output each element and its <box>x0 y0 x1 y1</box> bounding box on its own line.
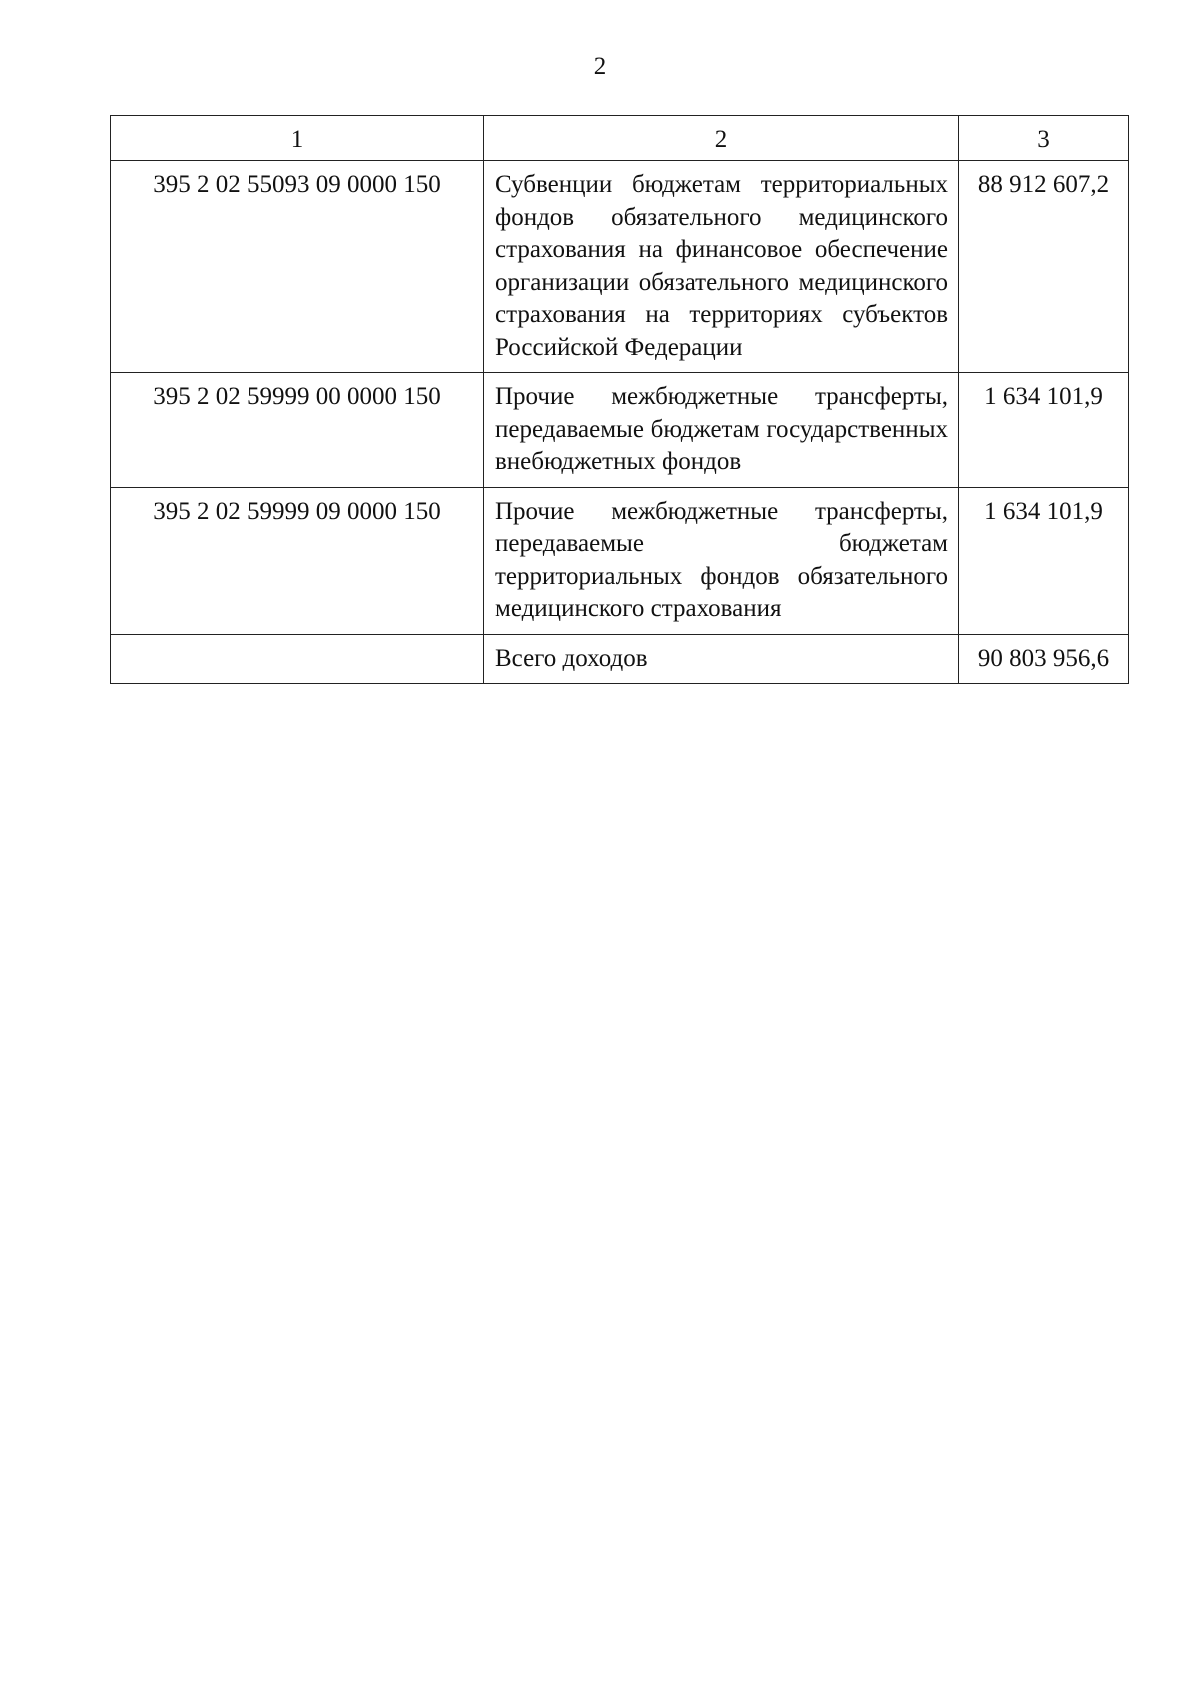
budget-code-cell: 395 2 02 59999 09 0000 150 <box>111 487 484 634</box>
budget-code-cell: 395 2 02 59999 00 0000 150 <box>111 373 484 488</box>
amount-cell: 1 634 101,9 <box>959 373 1129 488</box>
page-number: 2 <box>593 53 607 80</box>
description-cell: Субвенции бюджетам территориальных фондов обязательного медицинского страхования на финансовое обеспечение организации обязательного медицинского страхования на территориях субъектов Российской Федерации <box>484 161 959 373</box>
description-cell: Прочие межбюджетные трансферты, передаваемые бюджетам государственных внебюджетных фондов <box>484 373 959 488</box>
description-cell: Прочие межбюджетные трансферты, передаваемые бюджетам территориальных фондов обязательного медицинского страхования <box>484 487 959 634</box>
total-row <box>111 634 1129 684</box>
total-amount-cell: 90 803 956,6 <box>959 634 1129 684</box>
budget-code-cell <box>111 634 484 684</box>
amount-cell: 1 634 101,9 <box>959 487 1129 634</box>
table-header-row <box>111 116 1129 161</box>
total-label-cell: Всего доходов <box>484 634 959 684</box>
table-row <box>111 487 1129 634</box>
column-header-1: 1 <box>111 116 484 161</box>
revenue-table <box>110 115 1129 684</box>
column-header-3: 3 <box>959 116 1129 161</box>
amount-cell: 88 912 607,2 <box>959 161 1129 373</box>
budget-code-cell: 395 2 02 55093 09 0000 150 <box>111 161 484 373</box>
table-row <box>111 373 1129 488</box>
table-row <box>111 161 1129 373</box>
column-header-2: 2 <box>484 116 959 161</box>
